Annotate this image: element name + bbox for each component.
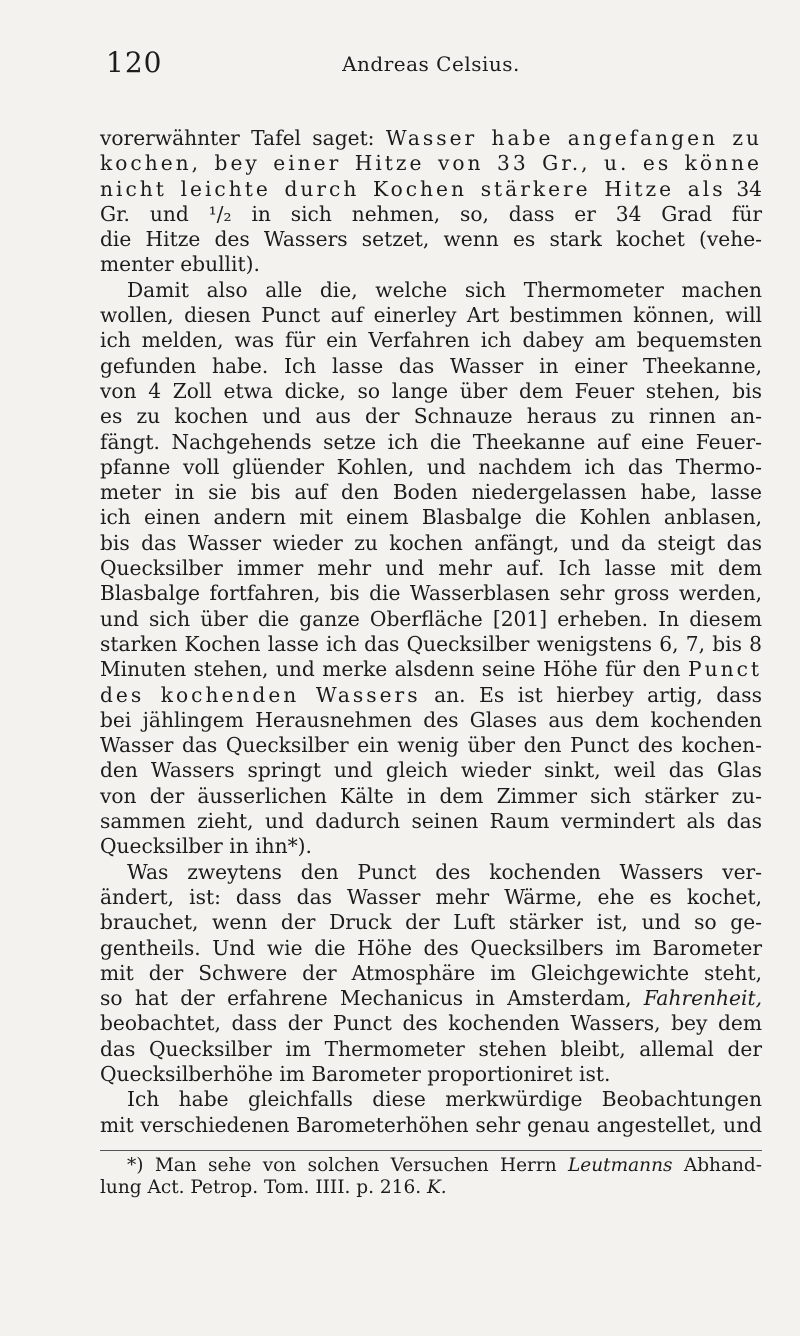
text-line: das Quecksilber im Thermometer stehen bleibt, allemal der [100, 1036, 762, 1061]
text-line [100, 177, 762, 202]
text-run: lung Act. Petrop. Tom. IIII. p. 216. [100, 1176, 427, 1198]
text-line [100, 126, 762, 151]
text-run: vorerwähnter Tafel saget: [100, 126, 386, 150]
spaced-text-run: nicht leichte durch Kochen stärkere Hitze als [100, 176, 726, 201]
italic-name: Fahrenheit, [643, 986, 762, 1011]
text-line: Was zweytens den Punct des kochenden Wassers ver- [127, 859, 762, 884]
text-line [100, 986, 762, 1011]
text-line [100, 202, 762, 227]
spaced-text-run: Punct [687, 657, 762, 682]
text-line: mit der Schwere der Atmosphäre im Gleichgewichte steht, [100, 960, 762, 985]
text-run: an. Es ist hierbey artig, dass [420, 682, 762, 707]
page-number: 120 [106, 46, 163, 79]
text-line: pfanne voll glüender Kohlen, und nachdem ich das Thermo- [100, 454, 762, 479]
text-line: meter in sie bis auf den Boden niedergelassen habe, lasse [100, 480, 762, 505]
text-line: gefunden habe. Ich lasse das Wasser in einer Theekanne, [100, 353, 762, 378]
text-line: ich melden, was für ein Verfahren ich dabey am bequemsten [100, 328, 762, 353]
body-text [100, 126, 762, 1138]
text-line: von 4 Zoll etwa dicke, so lange über dem Feuer stehen, bis [100, 378, 762, 403]
footnote-line [100, 1155, 762, 1177]
text-line [100, 683, 762, 708]
text-line: Quecksilber immer mehr und mehr auf. Ich lasse mit dem [100, 556, 762, 581]
text-line: Quecksilberhöhe im Barometer proportioniret ist. [100, 1061, 611, 1086]
text-line: Ich habe gleichfalls diese merkwürdige Beobachtungen [127, 1087, 762, 1112]
text-line: sammen zieht, und dadurch seinen Raum vermindert als das [100, 809, 762, 834]
text-run: in sich nehmen, so, dass er 34 Grad für [251, 201, 762, 226]
text-run: so hat der erfahrene Mechanicus in Amsterdam, [100, 986, 644, 1011]
footnote-line [100, 1177, 762, 1199]
text-line: die Hitze des Wassers setzet, wenn es stark kochet (vehe- [100, 227, 762, 252]
spaced-text-run: des kochenden Wassers [100, 682, 421, 707]
text-run: *) Man sehe von solchen Versuchen Herrn [127, 1154, 568, 1176]
text-line: mit verschiedenen Barometerhöhen sehr genau angestellet, und [100, 1112, 762, 1137]
text-line: beobachtet, dass der Punct des kochenden Wassers, bey dem [100, 1011, 762, 1036]
page-header [100, 42, 762, 86]
text-line: gentheils. Und wie die Höhe des Quecksilbers im Barometer [100, 935, 762, 960]
text-line: wollen, diesen Punct auf einerley Art bestimmen können, will [100, 303, 762, 328]
text-line: Wasser das Quecksilber ein wenig über den Punct des kochen- [100, 733, 762, 758]
footnote [100, 1155, 762, 1199]
text-line: menter ebullit). [100, 252, 260, 277]
spaced-text-run: kochen, bey einer Hitze von 33 [100, 151, 529, 176]
text-line: von der äusserlichen Kälte in dem Zimmer sich stärker zu- [100, 783, 762, 808]
text-line: ich einen andern mit einem Blasbalge die Kohlen anblasen, [100, 505, 762, 530]
text-line: und sich über die ganze Oberfläche [201] erheben. In diesem [100, 606, 762, 631]
text-line: bis das Wasser wieder zu kochen anfängt, und da steigt das [100, 530, 762, 555]
italic-signature: K. [426, 1176, 447, 1198]
text-line: Quecksilber in ihn*). [100, 834, 312, 859]
running-title: Andreas Celsius. [342, 52, 520, 76]
text-line: fängt. Nachgehends setze ich die Theekanne auf eine Feuer- [100, 429, 762, 454]
book-page [100, 42, 762, 1199]
text-line: starken Kochen lasse ich das Quecksilber wenigstens 6, 7, bis 8 [100, 631, 762, 656]
text-line: Blasbalge fortfahren, bis die Wasserblasen sehr gross werden, [100, 581, 762, 606]
text-line: ändert, ist: dass das Wasser mehr Wärme, ehe es kochet, [100, 884, 762, 909]
footnote-rule [100, 1150, 762, 1151]
spaced-text-run: Gr., u. es könne [528, 151, 762, 176]
text-line: den Wassers springt und gleich wieder sinkt, weil das Glas [100, 758, 762, 783]
italic-name: Leutmanns [568, 1154, 673, 1176]
text-line: Damit also alle die, welche sich Thermometer machen [127, 277, 762, 302]
text-line: es zu kochen und aus der Schnauze heraus zu rinnen an- [100, 404, 762, 429]
text-run: 34 [725, 176, 763, 201]
text-run: Abhand- [672, 1154, 762, 1176]
spaced-text-run: Wasser habe angefangen zu [385, 126, 762, 150]
text-line [100, 657, 762, 682]
text-run: Gr. und [100, 201, 189, 226]
text-run: Minuten stehen, und merke alsdenn seine Höhe für den [100, 657, 688, 682]
fraction-text: ¹/₂ [188, 201, 252, 226]
text-line: bei jählingem Herausnehmen des Glases aus dem kochenden [100, 707, 762, 732]
text-line [100, 151, 762, 176]
text-line: brauchet, wenn der Druck der Luft stärker ist, und so ge- [100, 910, 762, 935]
